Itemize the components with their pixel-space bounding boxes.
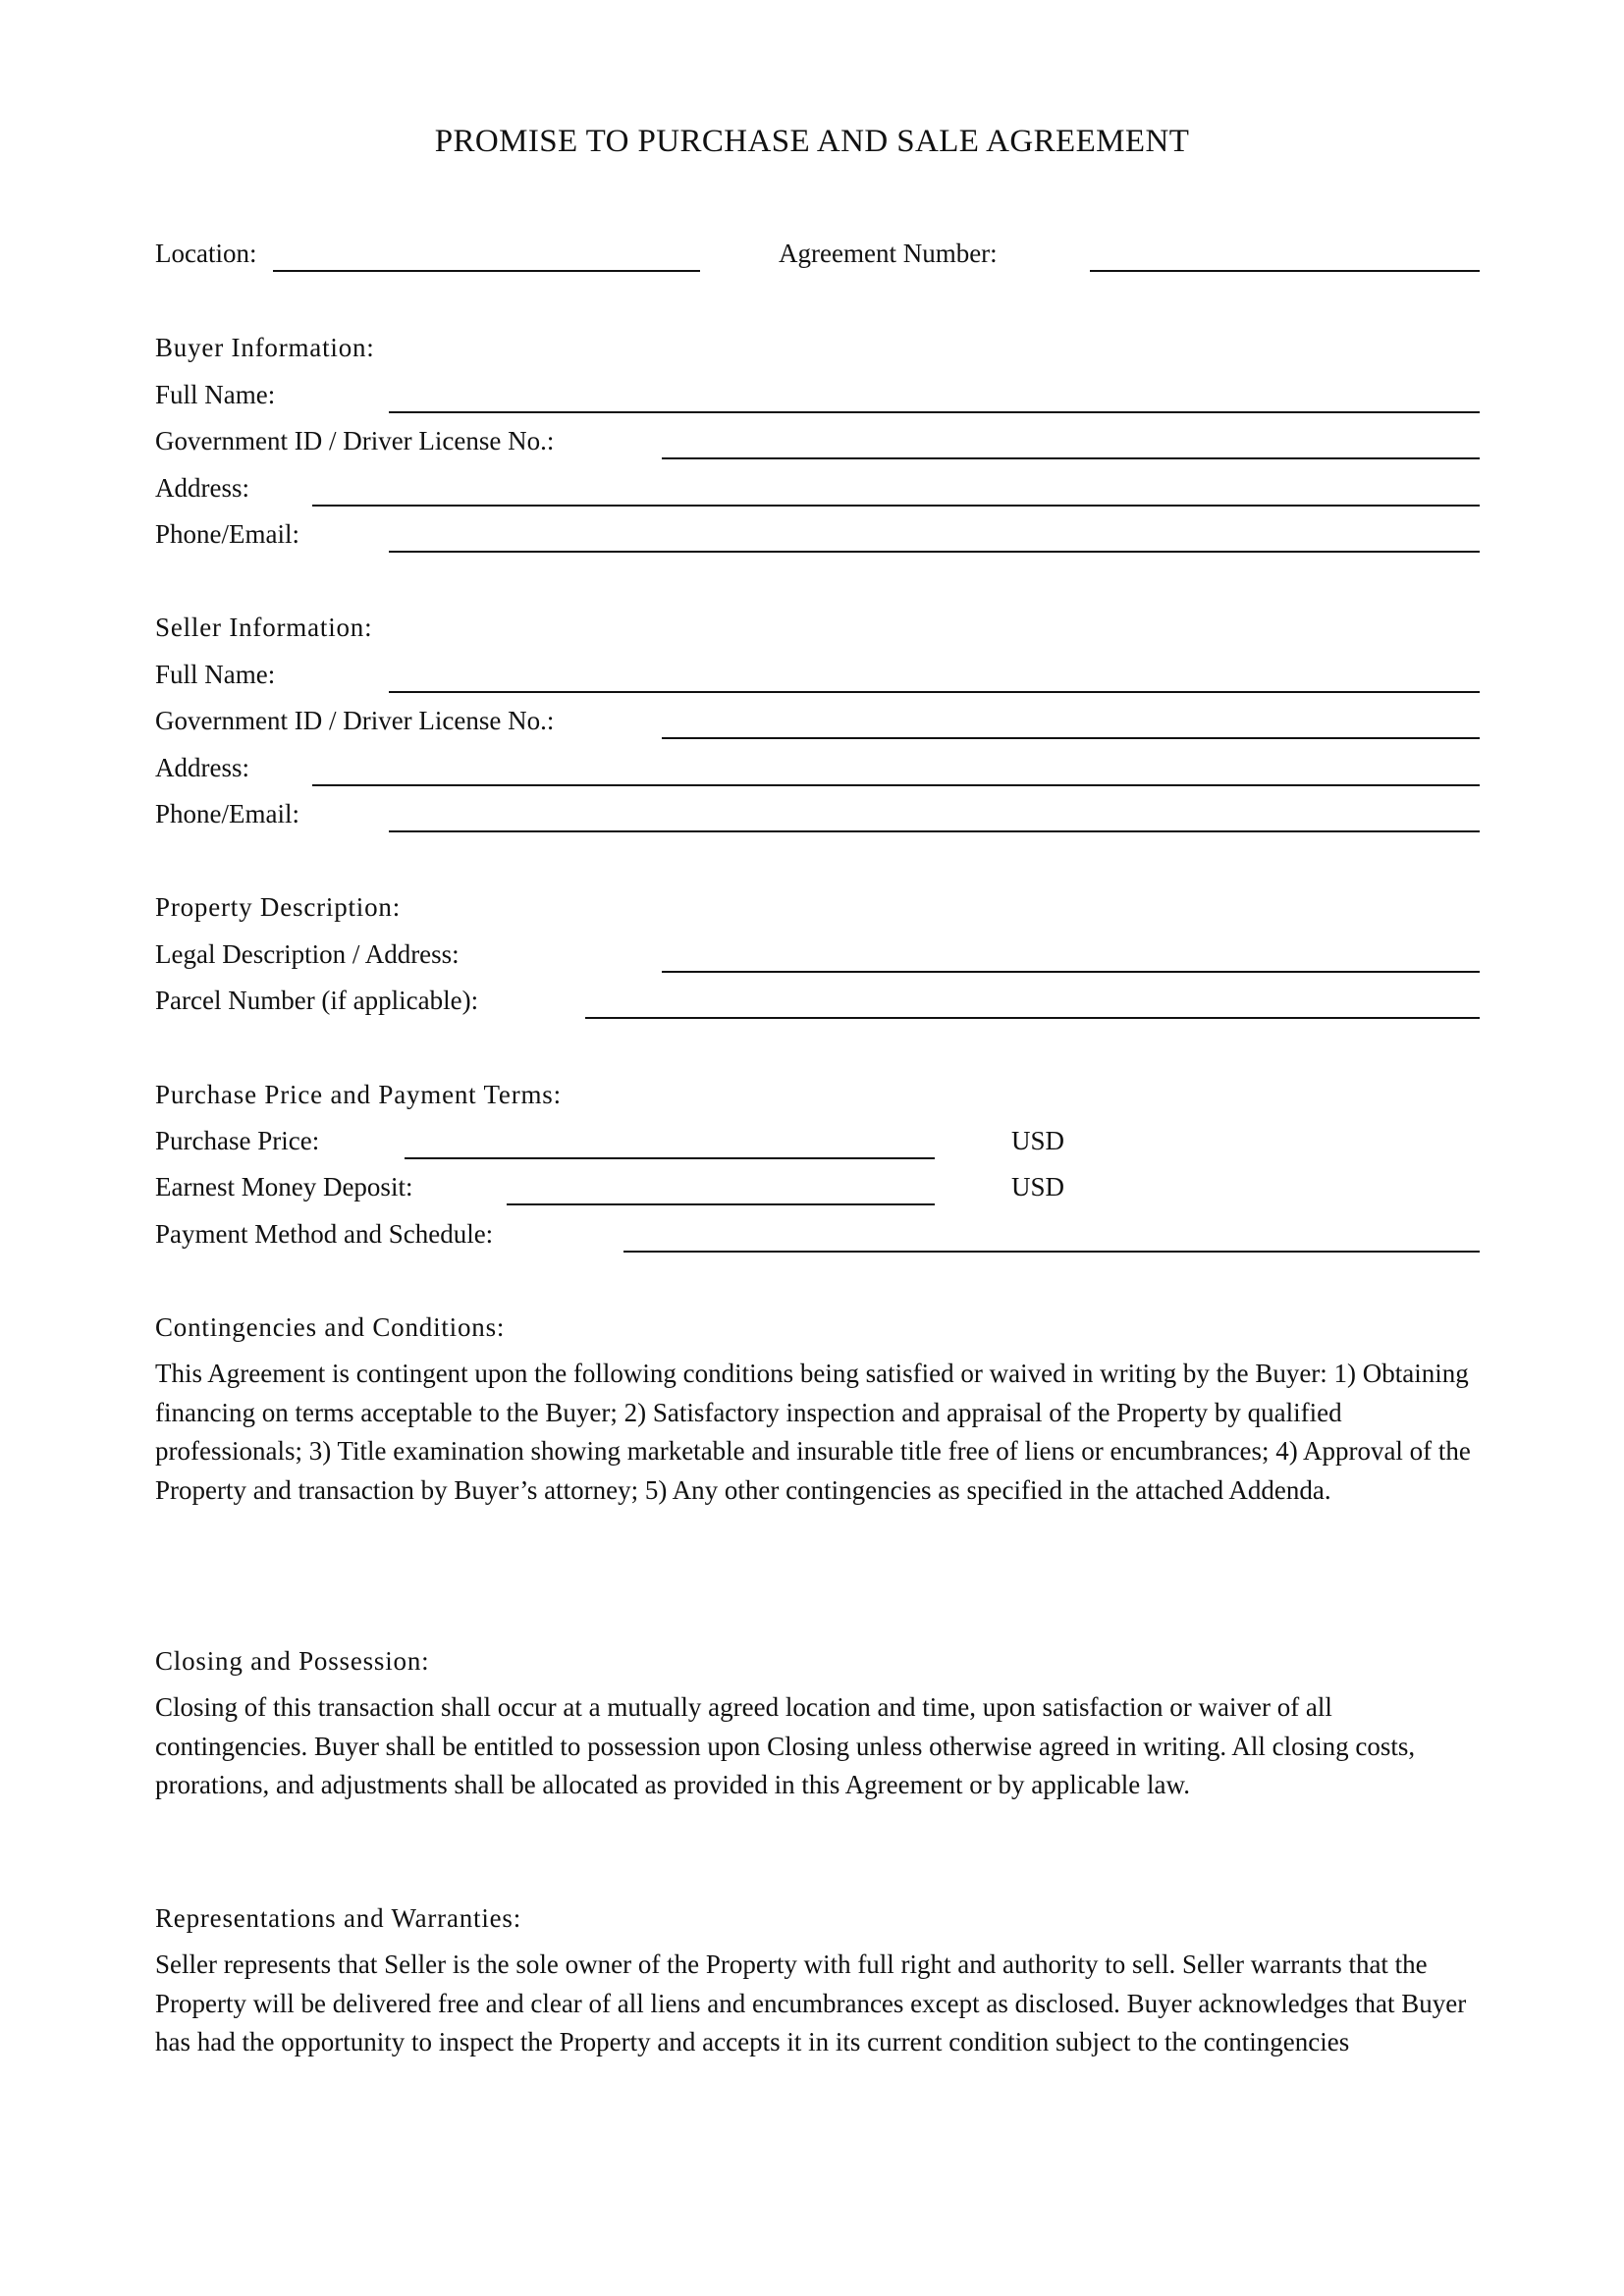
location-field[interactable] bbox=[273, 270, 700, 272]
buyer-gov-id-field[interactable] bbox=[662, 457, 1480, 459]
seller-gov-id-field[interactable] bbox=[662, 737, 1480, 739]
buyer-address-label: Address: bbox=[155, 473, 249, 503]
location-label: Location: bbox=[155, 239, 257, 268]
seller-full-name-field[interactable] bbox=[389, 691, 1480, 693]
seller-gov-id-label: Government ID / Driver License No.: bbox=[155, 706, 555, 735]
buyer-phone-email-label: Phone/Email: bbox=[155, 519, 299, 549]
earnest-money-field[interactable] bbox=[507, 1203, 935, 1205]
payment-method-label: Payment Method and Schedule: bbox=[155, 1219, 494, 1249]
payment-method-field[interactable] bbox=[623, 1251, 1480, 1253]
price-section-heading: Purchase Price and Payment Terms: bbox=[155, 1080, 562, 1109]
agreement-number-field[interactable] bbox=[1090, 270, 1480, 272]
closing-section-heading: Closing and Possession: bbox=[155, 1646, 430, 1676]
buyer-gov-id-label: Government ID / Driver License No.: bbox=[155, 426, 555, 455]
buyer-full-name-label: Full Name: bbox=[155, 380, 276, 409]
buyer-section-heading: Buyer Information: bbox=[155, 333, 375, 362]
legal-description-field[interactable] bbox=[662, 971, 1480, 973]
property-section-heading: Property Description: bbox=[155, 892, 402, 922]
document-title: PROMISE TO PURCHASE AND SALE AGREEMENT bbox=[434, 124, 1190, 159]
seller-phone-email-field[interactable] bbox=[389, 830, 1480, 832]
contingencies-paragraph: This Agreement is contingent upon the following conditions being satisfied or waived in writing by the Buyer: 1) Obtaining financing on terms acceptable to the Buyer; 2) Satisfactory inspection and appraisal of the Property by qualified professionals; 3) Title examination showing marketable and insurable title free of liens or encumbrances; 4) Approval of the Property and transaction by Buyer’s attorney; 5) Any other contingencies as specified in the attached Addenda. bbox=[155, 1359, 1471, 1505]
buyer-phone-email-field[interactable] bbox=[389, 551, 1480, 553]
seller-address-label: Address: bbox=[155, 753, 249, 782]
closing-paragraph: Closing of this transaction shall occur at a mutually agreed location and time, upon satisfaction or waiver of all contingencies. Buyer shall be entitled to possession upon Closing unless otherwise agreed in writing. All closing costs, prorations, and adjustments shall be allocated as provided in this Agreement or by applicable law. bbox=[155, 1692, 1416, 1799]
agreement-number-label: Agreement Number: bbox=[779, 239, 998, 268]
earnest-money-label: Earnest Money Deposit: bbox=[155, 1172, 413, 1201]
parcel-number-field[interactable] bbox=[585, 1017, 1480, 1019]
buyer-full-name-field[interactable] bbox=[389, 411, 1480, 413]
representations-section-heading: Representations and Warranties: bbox=[155, 1903, 522, 1933]
seller-full-name-label: Full Name: bbox=[155, 660, 276, 689]
purchase-price-field[interactable] bbox=[405, 1157, 935, 1159]
seller-phone-email-label: Phone/Email: bbox=[155, 799, 299, 828]
seller-address-field[interactable] bbox=[312, 784, 1480, 786]
purchase-price-label: Purchase Price: bbox=[155, 1126, 320, 1155]
earnest-money-currency: USD bbox=[1011, 1172, 1065, 1201]
representations-paragraph: Seller represents that Seller is the sole owner of the Property with full right and authority to sell. Seller warrants that the Property will be delivered free and clear of all liens and encumbrances except as disclosed. Buyer acknowledges that Buyer has had the opportunity to inspect the Property and accepts it in its current condition subject to the contingencies bbox=[155, 1949, 1467, 2056]
legal-description-label: Legal Description / Address: bbox=[155, 939, 460, 969]
seller-section-heading: Seller Information: bbox=[155, 613, 373, 642]
buyer-address-field[interactable] bbox=[312, 505, 1480, 507]
purchase-price-currency: USD bbox=[1011, 1126, 1065, 1155]
contingencies-section-heading: Contingencies and Conditions: bbox=[155, 1312, 506, 1342]
parcel-number-label: Parcel Number (if applicable): bbox=[155, 986, 479, 1015]
